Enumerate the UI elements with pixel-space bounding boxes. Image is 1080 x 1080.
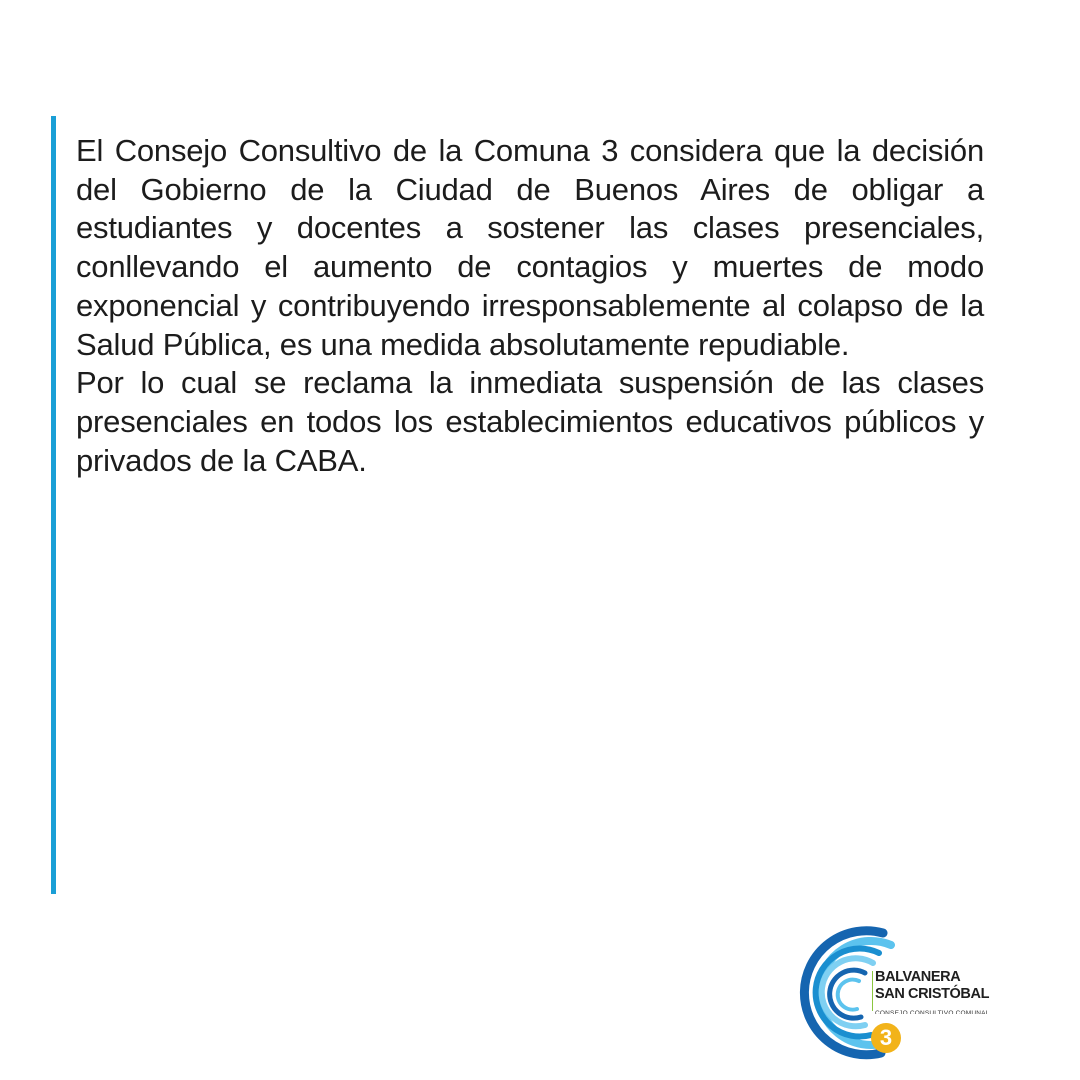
statement-text [76,132,984,480]
statement-paragraph-1: El Consejo Consultivo de la Comuna 3 considera que la decisión del Gobierno de la Ciudad de Buenos Aires de obligar a estudiantes y docentes a sostener las clases presenciales, conllevando el aumento de contagios y muertes de modo exponencial y contribuyendo irresponsablemente al colapso de la Salud Pública, es una medida absolutamente repudiable. [76,133,984,362]
statement-paragraph-2: Por lo cual se reclama la inmediata suspensión de las clases presenciales en todos los establecimientos educativos públicos y privados de la CABA. [76,365,984,478]
logo-wordmark [875,969,989,1003]
comuna-logo [795,925,995,1065]
logo-divider [872,971,873,1011]
logo-number-badge: 3 [871,1023,901,1053]
logo-line-1: BALVANERA [875,969,961,985]
logo-line-2: SAN CRISTÓBAL [875,986,990,1002]
logo-subtitle: CONSEJO CONSULTIVO COMUNAL [875,1010,990,1014]
accent-bar [51,116,56,894]
